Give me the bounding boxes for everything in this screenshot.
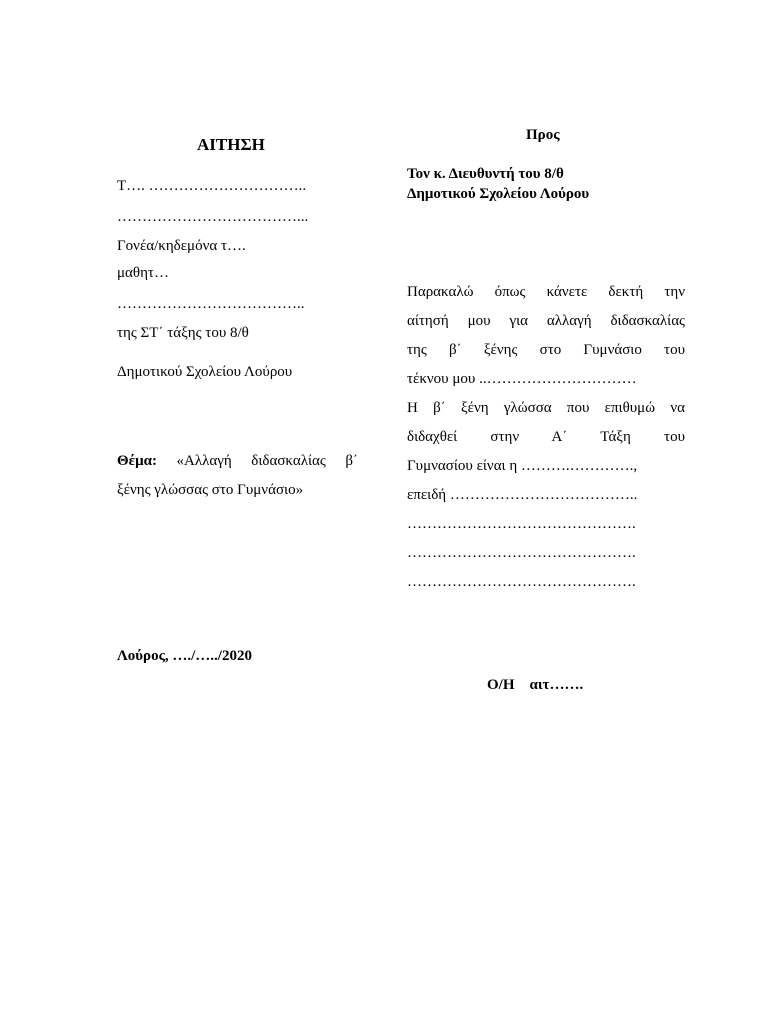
body-line-5: Η β΄ ξένη γλώσσα που επιθυμώ να	[407, 400, 685, 416]
class-line: της ΣΤ΄ τάξης του 8/θ	[117, 325, 249, 341]
recipient-line-2: Δημοτικού Σχολείου Λούρου	[407, 186, 590, 202]
subject-text-1: «Αλλαγή διδασκαλίας β΄	[176, 453, 358, 469]
body-line-11: ……………………………………….	[407, 574, 636, 590]
body-line-9: ……………………………………….	[407, 516, 636, 532]
to-label: Προς	[526, 127, 560, 143]
recipient-line-1: Τον κ. Διευθυντή του 8/θ	[407, 166, 564, 182]
body-line-10: ……………………………………….	[407, 545, 636, 561]
subject-line-1	[117, 453, 358, 470]
body-line-6: διδαχθεί στην Α΄ Τάξη του	[407, 429, 685, 445]
body-line-4: τέκνου μου ..…………………………	[407, 371, 637, 387]
guardian-label: Γονέα/κηδεμόνα τ….	[117, 238, 246, 254]
body-line-2: αίτησή μου για αλλαγή διδασκαλίας	[407, 313, 685, 329]
applicant-name-line-2: ………………………………...	[117, 209, 309, 225]
signature-line: Ο/Η αιτ…….	[487, 677, 584, 693]
body-line-7: Γυμνασίου είναι η ……….………….,	[407, 458, 638, 474]
body-line-1: Παρακαλώ όπως κάνετε δεκτή την	[407, 284, 685, 300]
school-line: Δημοτικού Σχολείου Λούρου	[117, 364, 293, 380]
subject-label: Θέμα:	[117, 453, 157, 469]
student-name-line: ………………………………..	[117, 296, 305, 312]
body-line-3: της β΄ ξένης στο Γυμνάσιο του	[407, 342, 685, 358]
date-line: Λούρος, …./…../2020	[117, 648, 252, 664]
subject-line-2: ξένης γλώσσας στο Γυμνάσιο»	[117, 482, 304, 498]
applicant-name-line: Τ…. …………………………..	[117, 178, 307, 194]
body-line-8: επειδή ………………………………..	[407, 487, 638, 503]
student-label: μαθητ…	[117, 265, 169, 281]
document-title: ΑΙΤΗΣΗ	[197, 135, 265, 154]
